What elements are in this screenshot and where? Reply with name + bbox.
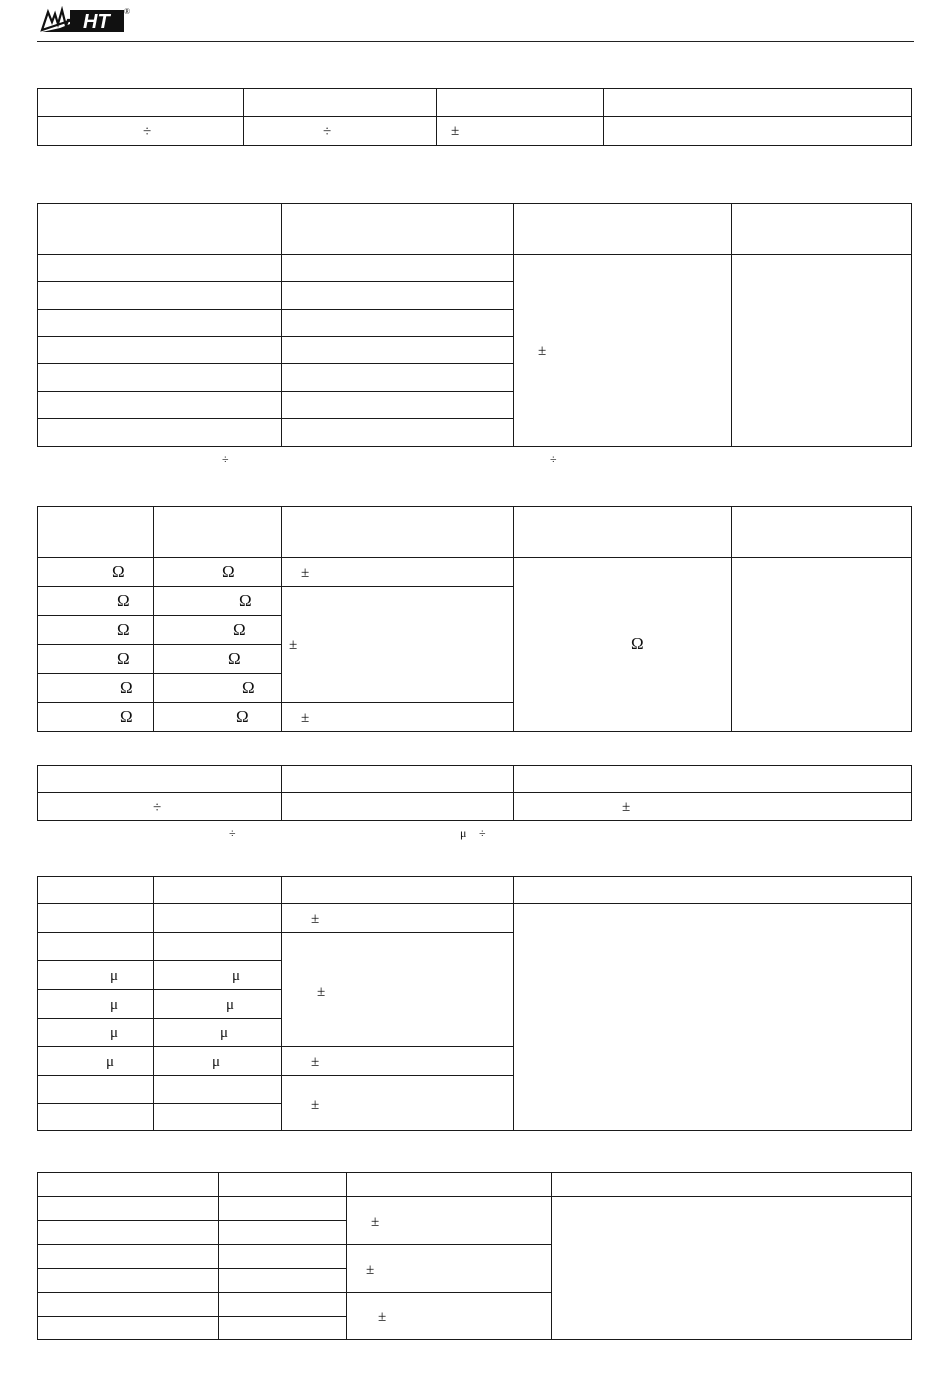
registered-mark: ® <box>124 7 131 16</box>
tolerance-cell: ± <box>378 1309 387 1325</box>
ohm-unit: Ω <box>222 562 235 581</box>
ohm-unit: Ω <box>233 620 246 639</box>
micro-unit: μ <box>212 1054 221 1070</box>
ohm-unit: Ω <box>228 649 241 668</box>
micro-unit: μ <box>110 968 119 984</box>
ohm-unit: Ω <box>112 562 125 581</box>
tolerance-cell: ± <box>301 710 310 726</box>
ohm-unit: Ω <box>117 591 130 610</box>
ohm-unit: Ω <box>631 634 644 653</box>
ohm-unit: Ω <box>117 620 130 639</box>
header-rule <box>37 41 914 42</box>
micro-unit: μ <box>460 826 467 840</box>
micro-unit: μ <box>110 997 119 1013</box>
table-cell: ± <box>451 123 460 139</box>
note-symbol: ÷ <box>479 826 486 840</box>
tolerance-cell: ± <box>311 1054 320 1070</box>
micro-unit: μ <box>226 997 235 1013</box>
tolerance-cell: ± <box>538 343 547 359</box>
ht-logo <box>40 6 126 34</box>
note-symbol: ÷ <box>550 452 557 466</box>
tolerance-cell: ± <box>371 1214 380 1230</box>
note-symbol: ÷ <box>229 826 236 840</box>
micro-unit: μ <box>110 1025 119 1041</box>
logo-text: HT <box>83 11 110 33</box>
tolerance-cell: ± <box>311 911 320 927</box>
table-cell: ÷ <box>323 124 332 140</box>
table-cell: ÷ <box>143 124 152 140</box>
ohm-unit: Ω <box>236 707 249 726</box>
ohm-unit: Ω <box>117 649 130 668</box>
micro-unit: μ <box>232 968 241 984</box>
tolerance-cell: ± <box>622 799 631 815</box>
table-cell: ÷ <box>153 800 162 816</box>
tolerance-cell: ± <box>311 1097 320 1113</box>
ohm-unit: Ω <box>120 678 133 697</box>
tolerance-cell: ± <box>366 1262 375 1278</box>
ohm-unit: Ω <box>120 707 133 726</box>
ohm-unit: Ω <box>242 678 255 697</box>
micro-unit: μ <box>220 1025 229 1041</box>
tolerance-cell: ± <box>301 565 310 581</box>
ohm-unit: Ω <box>239 591 252 610</box>
tolerance-cell: ± <box>317 984 326 1000</box>
micro-unit: μ <box>106 1054 115 1070</box>
note-symbol: ÷ <box>222 452 229 466</box>
tolerance-cell: ± <box>289 637 298 653</box>
